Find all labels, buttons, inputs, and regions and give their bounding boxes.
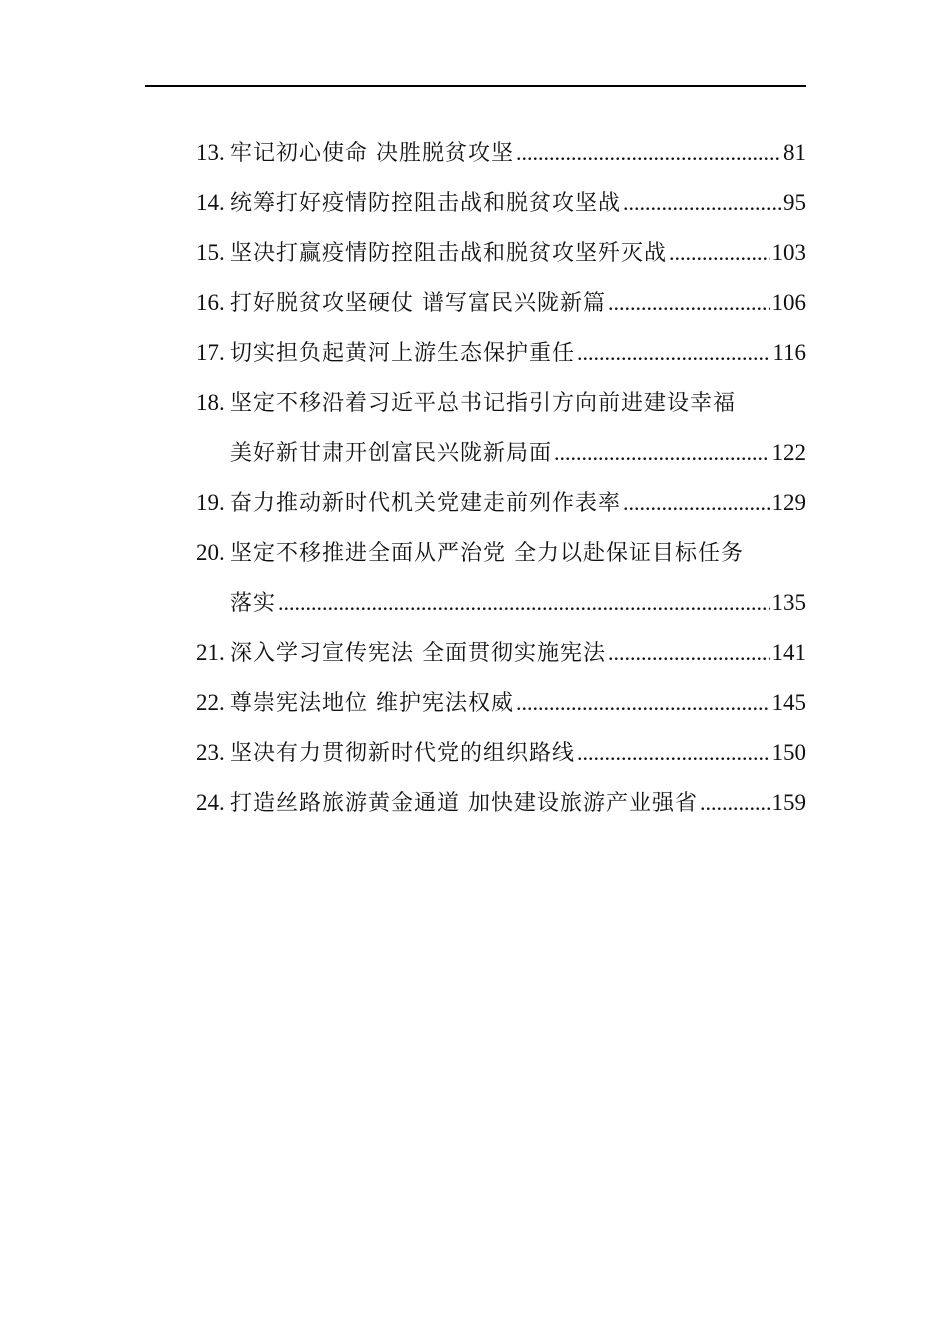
- toc-entry-24[interactable]: [196, 778, 806, 828]
- toc-entry-18[interactable]: [196, 378, 806, 428]
- toc-entry-15[interactable]: [196, 228, 806, 278]
- table-of-contents: [196, 128, 806, 828]
- header-rule: [145, 85, 806, 87]
- toc-leader: [278, 578, 769, 628]
- toc-number: 17.: [196, 340, 225, 365]
- toc-entry-22[interactable]: [196, 678, 806, 728]
- toc-page: 141: [771, 640, 806, 665]
- toc-page: 116: [772, 340, 806, 365]
- toc-title-continued: 美好新甘肃开创富民兴陇新局面: [230, 441, 553, 466]
- toc-title: 统筹打好疫情防控阻击战和脱贫攻坚战: [230, 191, 622, 216]
- toc-leader: [516, 678, 770, 728]
- toc-number: 21.: [196, 640, 225, 665]
- toc-title: 牢记初心使命 决胜脱贫攻坚: [230, 141, 514, 166]
- toc-entry-17[interactable]: [196, 328, 806, 378]
- toc-title: 打造丝路旅游黄金通道 加快建设旅游产业强省: [230, 791, 698, 816]
- toc-page: 135: [771, 590, 806, 615]
- toc-entry-20[interactable]: [196, 528, 806, 578]
- toc-entry-19[interactable]: [196, 478, 806, 528]
- toc-page: 159: [771, 790, 806, 815]
- toc-leader: [669, 228, 769, 278]
- toc-title-continued: 落实: [230, 591, 277, 616]
- toc-entry-14[interactable]: [196, 178, 806, 228]
- toc-page: 106: [771, 290, 806, 315]
- toc-entry-13[interactable]: [196, 128, 806, 178]
- toc-number: 13.: [196, 140, 225, 165]
- toc-number: 15.: [196, 240, 225, 265]
- toc-title: 坚定不移沿着习近平总书记指引方向前进建设幸福: [230, 391, 737, 416]
- toc-leader: [700, 778, 770, 828]
- toc-number: 14.: [196, 190, 225, 215]
- toc-leader: [608, 278, 770, 328]
- toc-title: 坚定不移推进全面从严治党 全力以赴保证目标任务: [230, 541, 744, 566]
- toc-title: 深入学习宣传宪法 全面贯彻实施宪法: [230, 641, 606, 666]
- toc-leader: [608, 628, 770, 678]
- toc-entry-18-continued[interactable]: [196, 428, 806, 478]
- toc-title: 坚决打赢疫情防控阻击战和脱贫攻坚歼灭战: [230, 241, 668, 266]
- toc-page: 122: [771, 440, 806, 465]
- toc-number: 22.: [196, 690, 225, 715]
- toc-page: 150: [771, 740, 806, 765]
- toc-title: 切实担负起黄河上游生态保护重任: [230, 341, 576, 366]
- toc-title: 尊崇宪法地位 维护宪法权威: [230, 691, 514, 716]
- toc-leader: [623, 478, 769, 528]
- toc-page: 103: [771, 240, 806, 265]
- toc-entry-20-continued[interactable]: [196, 578, 806, 628]
- toc-number: 24.: [196, 790, 225, 815]
- toc-number: 18.: [196, 390, 225, 415]
- toc-number: 19.: [196, 490, 225, 515]
- toc-leader: [516, 128, 781, 178]
- toc-page: 145: [771, 690, 806, 715]
- toc-page: 129: [771, 490, 806, 515]
- toc-page: 81: [783, 140, 806, 165]
- toc-leader: [577, 328, 770, 378]
- toc-title: 打好脱贫攻坚硬仗 谱写富民兴陇新篇: [230, 291, 606, 316]
- toc-number: 20.: [196, 540, 225, 565]
- toc-number: 23.: [196, 740, 225, 765]
- toc-title: 奋力推动新时代机关党建走前列作表率: [230, 491, 622, 516]
- toc-title: 坚决有力贯彻新时代党的组织路线: [230, 741, 576, 766]
- toc-entry-23[interactable]: [196, 728, 806, 778]
- toc-leader: [554, 428, 769, 478]
- toc-leader: [577, 728, 769, 778]
- toc-entry-21[interactable]: [196, 628, 806, 678]
- toc-number: 16.: [196, 290, 225, 315]
- toc-entry-16[interactable]: [196, 278, 806, 328]
- toc-page: 95: [783, 190, 806, 215]
- toc-leader: [623, 178, 781, 228]
